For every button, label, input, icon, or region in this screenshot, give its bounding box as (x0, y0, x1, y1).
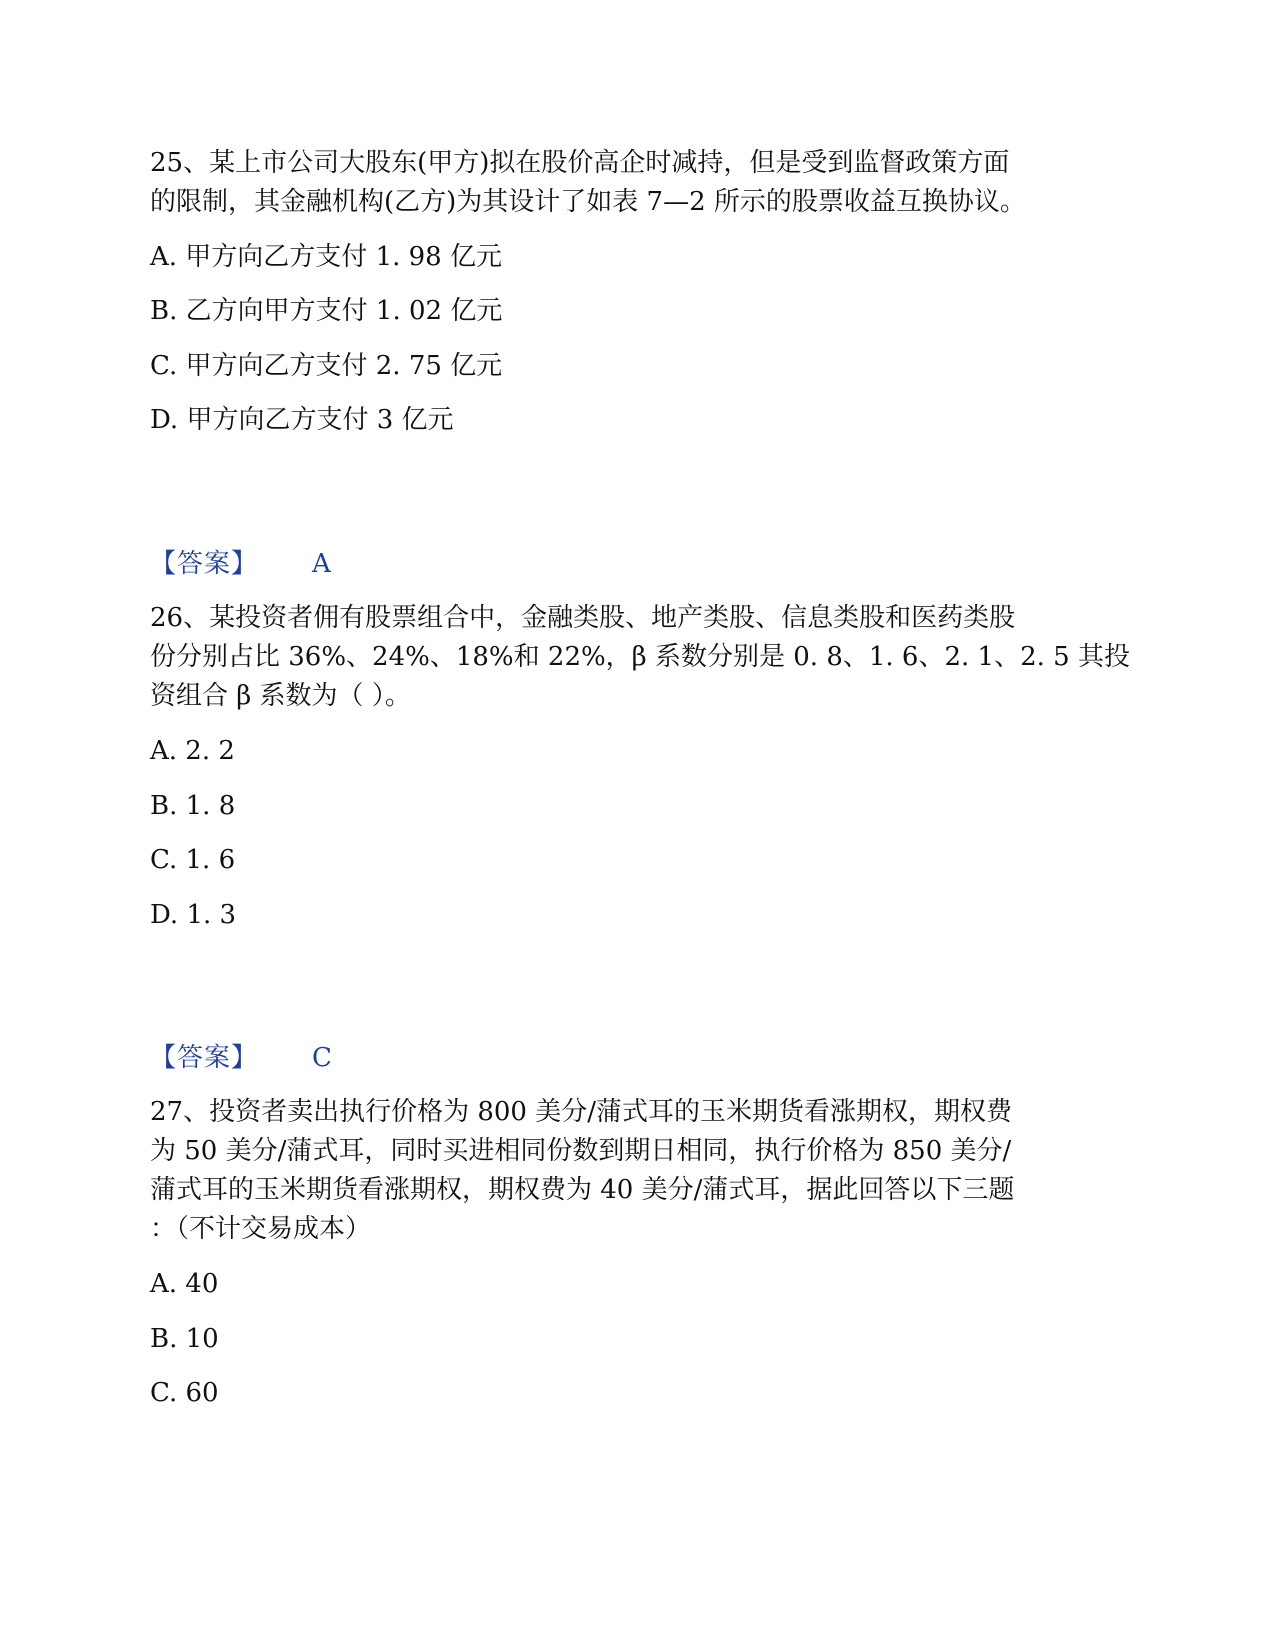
q25-option-a: A. 甲方向乙方支付 1. 98 亿元 (150, 242, 502, 272)
answer-1 (150, 549, 331, 579)
q26-stem-line-2: 份分别占比 36%、24%、18%和 22%，β 系数分别是 0. 8、1. 6、2. 1、2. 5 其投 (150, 642, 1130, 672)
q26-option-a: A. 2. 2 (150, 736, 235, 766)
q26-stem-line-3: 资组合 β 系数为（ ）。 (150, 681, 411, 711)
q27-stem-line-4: ：（不计交易成本） (150, 1214, 372, 1244)
answer-value: A (312, 549, 331, 579)
q27-stem-line-3: 蒲式耳的玉米期货看涨期权，期权费为 40 美分/蒲式耳，据此回答以下三题 (150, 1175, 1015, 1205)
q26-option-c: C. 1. 6 (150, 845, 236, 875)
q25-option-c: C. 甲方向乙方支付 2. 75 亿元 (150, 351, 503, 381)
answer-2 (150, 1043, 332, 1073)
q26-stem-line-1: 26、某投资者佣有股票组合中，金融类股、地产类股、信息类股和医药类股 (150, 603, 1016, 633)
q25-option-d: D. 甲方向乙方支付 3 亿元 (150, 405, 454, 435)
q27-option-c: C. 60 (150, 1378, 219, 1408)
q27-option-b: B. 10 (150, 1324, 219, 1354)
q25-stem-line-2: 的限制，其金融机构(乙方)为其设计了如表 7—2 所示的股票收益互换协议。 (150, 187, 1026, 217)
q25-stem-line-1: 25、某上市公司大股东(甲方)拟在股价高企时减持，但是受到监督政策方面 (150, 148, 1010, 178)
q26-option-d: D. 1. 3 (150, 900, 237, 930)
answer-value: C (312, 1043, 332, 1073)
answer-label: 【答案】 (150, 1043, 259, 1073)
q26-option-b: B. 1. 8 (150, 791, 236, 821)
q25-option-b: B. 乙方向甲方支付 1. 02 亿元 (150, 296, 503, 326)
q27-option-a: A. 40 (150, 1269, 219, 1299)
q27-stem-line-1: 27、投资者卖出执行价格为 800 美分/蒲式耳的玉米期货看涨期权，期权费 (150, 1097, 1012, 1127)
q27-stem-line-2: 为 50 美分/蒲式耳，同时买进相同份数到期日相同，执行价格为 850 美分/ (150, 1136, 1012, 1166)
answer-label: 【答案】 (150, 549, 259, 579)
